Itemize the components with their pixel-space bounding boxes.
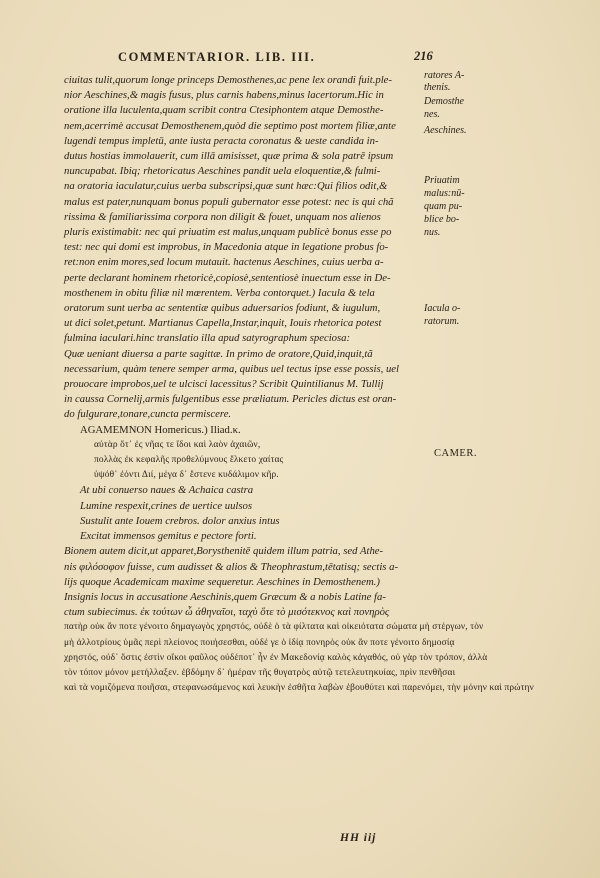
body-line: pluris existimabit: nec qui priuatim est malus,unquam publicè bonus esse po [64, 226, 392, 239]
greek-verse-line: αὐτὰρ ὅτ᾽ ἐς νῆας τε ἴδοι καὶ λαὸν ἀχαιῶν, [94, 439, 261, 450]
body-line: na oratoria iaculatur,cuius uerba subscripsi,quæ sunt hæc:Qui filios odit,& [64, 180, 388, 193]
margin-note: ratorum. [424, 316, 460, 327]
body-line: do fulgurare,tonare,cuncta permiscere. [64, 408, 232, 421]
margin-note: blice bo- [424, 214, 460, 225]
margin-note: Aeschines. [424, 125, 467, 136]
margin-note-camer: CAMER. [434, 448, 477, 459]
body-line: Bionem autem dicit,ut apparet,Borysthenitē quidem illum patria, sed Athe- [64, 545, 384, 558]
margin-note: malus:nū- [424, 188, 465, 199]
margin-note: quam pu- [424, 201, 463, 212]
body-line: Quæ ueniant diuersa a parte sagittæ. In primo de oratore,Quid,inquit,tã [64, 347, 373, 360]
body-line: fulmina iaculari.hinc translatio illa apud satyrographum speciosa: [64, 332, 351, 345]
body-line: nem,acerrimè accusat Demosthenem,quòd die septimo post mortem filiæ,ante [64, 119, 396, 132]
page-number: 216 [414, 49, 433, 63]
signature-mark: HH iij [340, 832, 377, 844]
greek-prose-line: μὴ ἀλλοτρίους ὑμᾶς περὶ πλείονος ποιήσεσθαι, οὐδέ γε ὁ ἰδίᾳ πονηρὸς οὐκ ἄν ποτε γένοιτο δημοσίᾳ [64, 637, 455, 648]
margin-note: Iacula o- [424, 303, 461, 314]
body-line: nis φιλόσοφον fuisse, cum audisset & alios & Theophrastum,tētatisq; sectis a- [64, 560, 399, 573]
body-line: necessarium, quàm tenere semper arma, quibus uel tectus ipse esse possis, uel [64, 362, 400, 375]
margin-note: Priuatim [424, 175, 460, 186]
body-line: nuncupabat. Ibiq; rhetoricatus Aeschines pandit uela eloquentiæ,& fulmi- [64, 165, 381, 178]
latin-verse-line: Excitat immensos gemitus e pectore forti. [80, 530, 257, 543]
body-line: test: nec qui domi est improbus, in Macedonia atque in legatione probus fo- [64, 241, 389, 254]
body-line: in caussa Cornelij,armis fulgentibus esse præliatum. Pericles dictus est oran- [64, 393, 397, 406]
body-line: lugendi tempus impletū, ante iusta peracta coronatus & ueste candida in- [64, 134, 379, 147]
margin-note: thenis. [424, 82, 451, 93]
greek-prose-line: χρηστός, οὐδ᾽ ὅστις ἐστὶν οἴκοι φαῦλος οὐδέποτ᾽ ἦν ἐν Μακεδονίᾳ καλὸς κἀγαθός, οὐ γὰρ τὸν τρόπον, ἀλλὰ [64, 652, 488, 663]
body-line: ret:non enim mores,sed locum mutauit. hactenus Aeschines, cuius uerba a- [64, 256, 384, 269]
body-line: ctum subiecimus. ἐκ τούτων ὦ ἀθηναῖοι, ταχὺ ὅτε τὸ μισότεκνος καὶ πονηρὸς [64, 606, 390, 619]
body-line: mosthenem in obitu filiæ nil mœrentem. Verba contorquet.) Iacula & tela [64, 286, 375, 299]
greek-verse-line: πολλὰς ἐκ κεφαλῆς προθελύμνους ἕλκετο χαίτας [94, 455, 284, 466]
latin-verse-line: Sustulit ante Iouem crebros. dolor anxius intus [80, 514, 280, 527]
body-line: perte declarant hominem rhetoricè,copiosè,sententiosè inuectum esse in De- [64, 271, 391, 284]
body-line: oratione illa luculenta,quam scribit contra Ctesiphontem atque Demosthe- [64, 104, 384, 117]
body-line: Insignis locus in accusatione Aeschinis,quem Græcum & a nobis Latine fa- [64, 590, 386, 603]
latin-verse-line: At ubi conuerso naues & Achaica castra [80, 484, 254, 497]
margin-note: nes. [424, 109, 440, 120]
body-line: rissima & familiarissima corpora non diligit & fouet, unquam nos alienos [64, 210, 381, 223]
latin-verse-line: Lumine respexit,crines de uertice uulsos [80, 499, 253, 512]
greek-prose-line: καὶ τὰ νομιζόμενα ποιῆσαι, στεφανωσάμενος καὶ λευκὴν ἐσθῆτα λαβὼν ἐβουθύτει καὶ παρενόμει, τὴν μόνην καὶ πρώτην [64, 683, 534, 694]
greek-prose-line: τὸν τόπον μόνον μετήλλαξεν. ἑβδόμην δ᾽ ἡμέραν τῆς θυγατρὸς αὐτῷ τετελευτηκυίας, πρὶν πενθῆσαι [64, 667, 456, 678]
margin-note: Demosthe [424, 96, 464, 107]
body-line: nior Aeschines,& magis fusus, plus carnis habens,minus lacertorum.Hic in [64, 89, 384, 102]
margin-note: nus. [424, 227, 441, 238]
greek-verse-line: ὑψόθ᾽ ἐόντι Διί, μέγα δ᾽ ἔστενε κυδάλιμον κῆρ. [94, 470, 279, 481]
body-line: malus est pater,nunquam bonus populi gubernator esse potest: nec is qui chã [64, 195, 394, 208]
body-line: dutus hostias immolauerit, cum illā amisisset, quæ prima & sola patrē ipsum [64, 150, 394, 163]
body-line: ut dici solet,petunt. Martianus Capella,Instar,inquit, Iouis rhetorica potest [64, 317, 382, 330]
body-line: prouocare improbos,uel te ulcisci lacessitus? Scribit Quintilianus M. Tullij [64, 378, 384, 391]
body-line: ciuitas tulit,quorum longe princeps Demosthenes,ac pene lex orandi fuit.ple- [64, 74, 392, 86]
body-line: oratorum sunt uerba ac sententiæ quibus aduersarios fodiunt, & iugulum, [64, 302, 381, 315]
margin-note: ratores A- [424, 70, 465, 81]
body-line: lijs quoque Academicam maxime sequeretur. Aeschines in Demosthenem.) [64, 575, 380, 588]
running-title: COMMENTARIOR. LIB. III. [118, 50, 316, 64]
verse-heading: AGAMEMNON Homericus.) Iliad.κ. [80, 423, 241, 436]
greek-prose-line: πατὴρ οὐκ ἄν ποτε γένοιτο δημαγωγὸς χρηστός, οὐδὲ ὁ τὰ φίλτατα καὶ οἰκειότατα σώματα μὴ στέργων, τὸν [64, 622, 484, 633]
